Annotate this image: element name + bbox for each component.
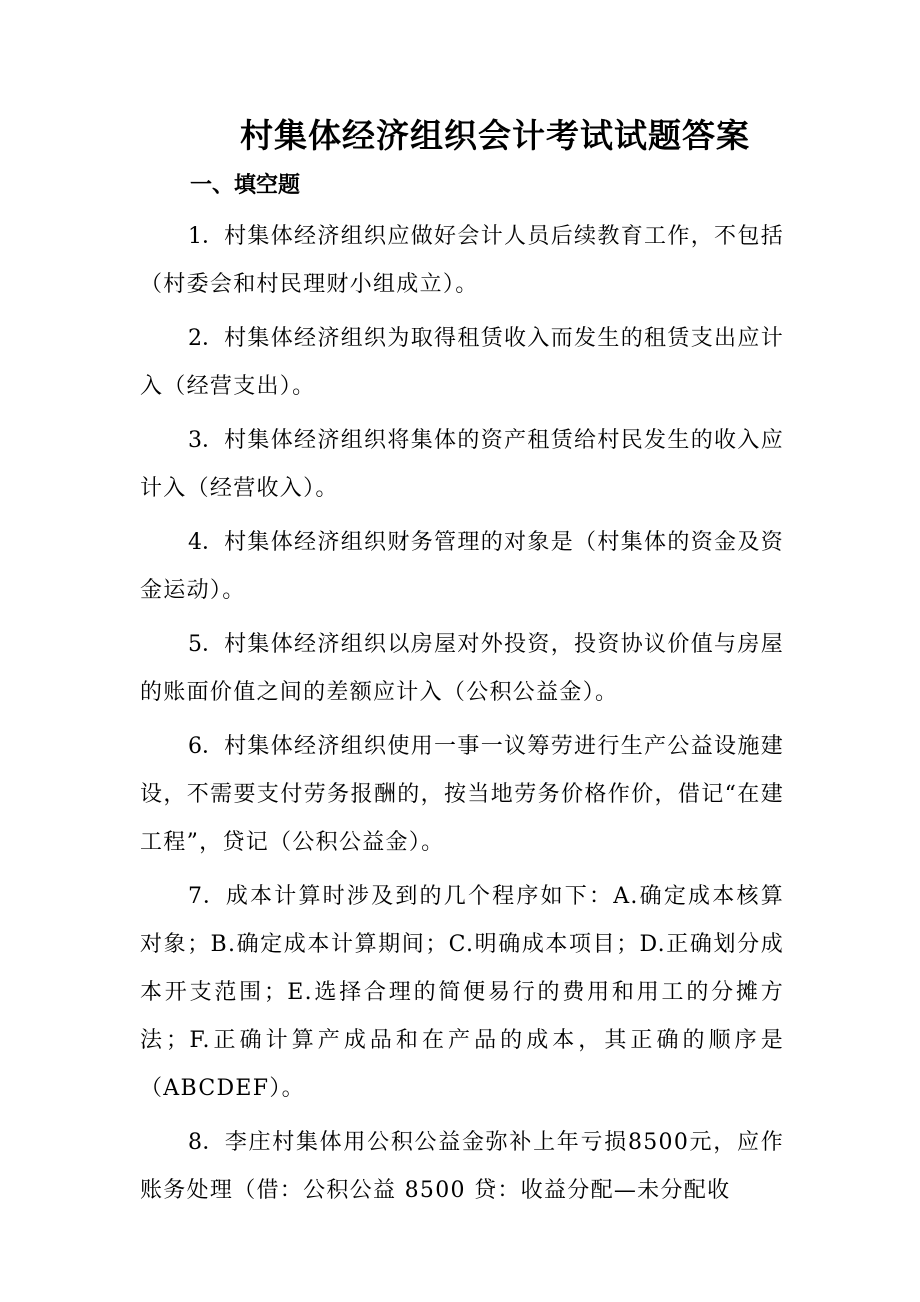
question-item-4	[140, 519, 784, 615]
question-item-1	[140, 213, 784, 309]
question-text: 村集体经济组织以房屋对外投资，投资协议价值与房屋的账面价值之间的差额应计入（公积公益金）。	[140, 632, 784, 705]
question-number: 5．	[188, 632, 225, 657]
question-number: 7．	[188, 884, 226, 909]
document-title: 村集体经济组织会计考试试题答案	[240, 116, 750, 155]
question-number: 6．	[188, 734, 225, 759]
question-item-6	[140, 723, 784, 867]
question-number: 2．	[188, 326, 225, 351]
question-text: 李庄村集体用公积公益金弥补上年亏损8500元，应作账务处理（借：公积公益 8500 贷：收益分配—未分配收	[140, 1130, 784, 1203]
question-item-8	[140, 1119, 784, 1215]
question-number: 1．	[188, 224, 225, 249]
question-number: 8．	[188, 1130, 225, 1155]
question-text: 村集体经济组织财务管理的对象是（村集体的资金及资金运动）。	[140, 530, 784, 603]
question-text: 成本计算时涉及到的几个程序如下：A.确定成本核算对象；B.确定成本计算期间；C.明确成本项目；D.正确划分成本开支范围；E.选择合理的简便易行的费用和用工的分摊方法；F.正确计算产成品和在产品的成本，其正确的顺序是（ABCDEF）。	[140, 884, 784, 1101]
section-heading: 一、填空题	[190, 173, 301, 198]
question-list	[140, 213, 784, 1221]
question-item-2	[140, 315, 784, 411]
question-text: 村集体经济组织使用一事一议筹劳进行生产公益设施建设，不需要支付劳务报酬的，按当地劳务价格作价，借记“在建工程”，贷记（公积公益金）。	[140, 734, 784, 855]
question-number: 4．	[188, 530, 225, 555]
question-item-3	[140, 417, 784, 513]
question-text: 村集体经济组织将集体的资产租赁给村民发生的收入应计入（经营收入）。	[140, 428, 784, 501]
question-item-7	[140, 873, 784, 1113]
question-text: 村集体经济组织应做好会计人员后续教育工作，不包括（村委会和村民理财小组成立）。	[140, 224, 784, 297]
question-text: 村集体经济组织为取得租赁收入而发生的租赁支出应计入（经营支出）。	[140, 326, 784, 399]
question-number: 3．	[188, 428, 225, 453]
question-item-5	[140, 621, 784, 717]
